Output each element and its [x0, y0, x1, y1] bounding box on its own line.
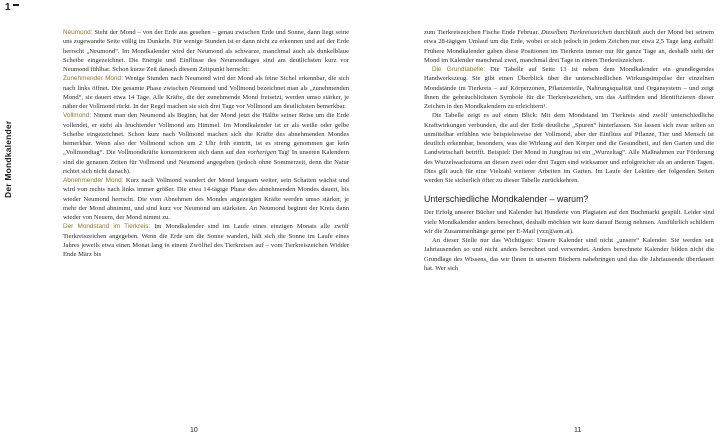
keyword-mondstand-tierkreis: Der Mondstand im Tierkreis:	[63, 223, 151, 231]
paragraph-mondstand-tierkreis	[63, 222, 349, 259]
keyword-zunehmender-mond: Zunehmender Mond:	[63, 75, 123, 83]
paragraph-tierkreis-continued	[424, 28, 714, 65]
chapter-tab	[0, 0, 22, 438]
text-neumond: Steht der Mond – von der Erde aus gesehen – genau zwischen Erde und Sonne, dann liegt seine uns zugewandte Seite völlig im Dunkeln. Für wenige Stunden ist er dann nicht zu erkennen und auf der Erde herrscht „Neumond“. Im Mondkalender wird der Neumond als schwarze, manchmal auch als dunkelblaue Scheibe eingezeichnet. Die Energie und Einflüsse des Neumondtages sind am deutlichsten kurz vor Neumond fühlbar. Schon kurze Zeit danach diesem Zeitpunkt herrscht:	[63, 29, 349, 73]
keyword-vollmond: Vollmond:	[63, 112, 92, 120]
left-page-body	[63, 28, 349, 259]
text-vollmond-emphasis: vorherigen	[247, 149, 277, 157]
paragraph-neumond	[63, 28, 349, 74]
page-number-left: 10	[190, 427, 198, 434]
chapter-title: Der Mondkalender	[3, 120, 13, 198]
paragraph-abnehmender-mond	[63, 176, 349, 222]
right-page-body	[424, 28, 714, 273]
paragraph-wichtigste: An dieser Stelle nur das Wichtigste: Unsere Kalender sind nicht „unsere“ Kalender. Sie werden seit Jahrtausenden so und nicht anders berechnet und verwendet. Anders berechnete Kalender bilden nicht die Grundlage des Wissens, das wir Ihnen in unseren Büchern nahebringen und das die Jahrtausende überdauert hat. Wer sich	[424, 237, 714, 272]
text-tierkreis-a: zum Tierkreiszeichen Fische Ende Februar.	[424, 29, 541, 36]
text-zunehmender-mond: Wenige Stunden nach Neumond wird der Mond als feine Sichel erkennbar, die sich nach links öffnet. Die gesamte Phase zwischen Neumond und Vollmond bezeichnet man als „zunehmenden Mond“, sie dauert etwa 14 Tage. Alle Kräfte, die der zunehmende Mond freisetzt, werden umso stärker, je näher der Vollmond rückt. In der Regel machen sie sich drei Tage vor Vollmond am deutlichsten bemerkbar.	[63, 75, 349, 110]
text-tierkreis-emphasis: Dieselben Tierkreiszeichen	[540, 29, 612, 36]
chapter-number: 1	[5, 2, 11, 13]
keyword-grundtabelle: Die Grundtabelle:	[432, 66, 486, 73]
page-number-right: 11	[574, 427, 582, 434]
paragraph-vollmond	[63, 111, 349, 176]
text-mondstand-tierkreis: Im Mondkalender sind im Laufe eines einzigen Monats alle zwölf Tierkreiszeichen angegeben. Wenn die Erde um die Sonne wandert, hält sich die Sonne im Laufe eines Jahres jeweils etwa einen Monat lang in einem Zwölftel des Tierkreises auf – vom Tierkreiszeichen Widder Ende März bis	[63, 223, 349, 258]
text-abnehmender-mond: Kurz nach Vollmond wandert der Mond langsam weiter, sein Schatten wächst und wird von rechts nach links immer größer. Die etwa 14-tägige Phase des abnehmenden Mondes dauert, bis wieder Neumond herrscht. Die vom Abnehmen des Mondes angezeigten Kräfte werden umso stärker, je mehr der Mond abnimmt, und sind kurz vor Neumond am stärksten. An Neumond beginnt der Kreis dann wieder von Neuem, der Mond nimmt zu.	[63, 177, 349, 221]
paragraph-zunehmender-mond	[63, 74, 349, 111]
paragraph-erfolg: Der Erfolg unserer Bücher und Kalender hat Hunderte von Plagiaten auf den Buchmarkt gespült. Leider sind viele Mondkalender anders berechnet, deshalb möchten wir kurz darauf Bezug nehmen. Ausführlich schildern wir die Zusammenhänge gerne per E-Mail (vzz@aon.at).	[424, 209, 714, 235]
paragraph-tabelle-blick: Die Tabelle zeigt es auf einen Blick: Mit dem Mondstand im Tierkreis sind zwölf unterschiedliche Kraftwirkungen verbunden, die auf der Erde deutliche „Spuren“ hinterlassen. Sie lassen sich zwar selten so unmittelbar erfühlen wie beispielsweise der Vollmond, aber der Einfluss auf Pflanze, Tier und Mensch ist deutlich erkennbar, besonders, was die Wirkung auf den Körper und die Gesundheit, auf den Garten und die Landwirtschaft betrifft. Beispiel: Der Mond in Jungfrau ist ein „Wurzeltag“. Alle Maßnahmen zur Förderung des Wurzelwachstums an diesen zwei oder drei Tagen sind wirksamer und erfolgreicher als an anderen Tagen. Dies gilt auch für eine Vielzahl weiterer Arbeiten im Garten. Im Laufe der Lektüre der folgenden Seiten werden Sie sicherlich öfter zu dieser Tabelle zurückkehren.	[424, 112, 714, 184]
section-heading: Unterschiedliche Mondkalender – warum?	[424, 194, 589, 205]
keyword-abnehmender-mond: Abnehmender Mond:	[63, 177, 124, 184]
paragraph-grundtabelle	[424, 65, 714, 111]
text-vollmond-b: Tag! In unseren Kalendern sind die genauen Zeiten für Vollmond und Neumond angegeben (jedoch ohne Sommerzeit, denn die Natur richtet sich nicht danach).	[63, 149, 349, 175]
text-vollmond-a: Nimmt man den Neumond als Beginn, hat der Mond jetzt die Hälfte seiner Reise um die Erde vollendet, er steht als leuchtender Vollmond am Himmel. Im Mondkalender ist er als weiße oder gelbe Scheibe eingezeichnet. Schon kurz nach Vollmond machen sich die Kräfte des abnehmenden Mondes bemerkbar. Wenn also der Vollmond schon um 2 Uhr früh eintritt, ist es streng genommen gar kein „Vollmondtag“. Die Vollmondkräfte konzentrieren sich dann auf den	[63, 112, 349, 157]
text-tierkreis-b: durchläuft auch der Mond bei seinem etwa 28-tägigen Umlauf um die Erde, wobei er sich jedoch in jedem Zeichen nur etwa 2,5 Tage lang aufhält! Frühere Mondkalender gaben diese Positionen im Tierkreis immer nur für ganze Tage an, deshalb steht der Mond im Kalender manchmal zwei, manchmal drei Tage in einem Tierkreiszeichen.	[424, 29, 715, 64]
text-grundtabelle: Die Tabelle auf Seite 13 ist neben dem Mondkalender ein grundlegendes Handwerkszeug. Sie gibt einen Überblick über die unterschiedlichen Wirkungsimpulse der einzelnen Mondstände im Tierkreis – auf Körperzonen, Pflanzenteile, Nahrungsqualität und Organsystem – und zeigt Ihnen die gebräuchlichsten Symbole für die Tierkreiszeichen, um das Auffinden und Identifizieren dieser Zeichen in den Mondkalendern zu erleichtern¹.	[424, 66, 714, 110]
keyword-neumond: Neumond:	[63, 29, 93, 36]
chapter-rule	[13, 4, 19, 6]
